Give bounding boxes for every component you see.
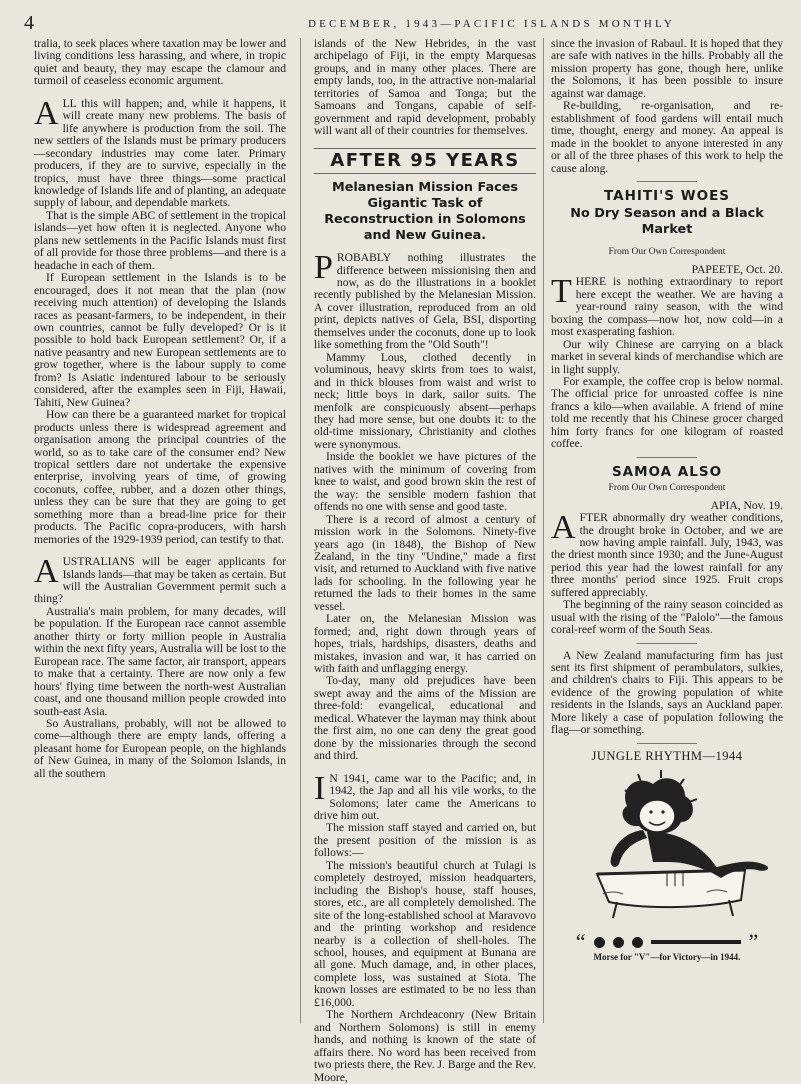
- paragraph: tralia, to seek places where taxation may be lower and living conditions less harassing, and where, in tropic quiet and beauty, they may escape the clamour and turmoil of ceaseless economic argument.: [34, 37, 286, 88]
- cartoon-title: JUNGLE RHYTHM—1944: [591, 748, 743, 763]
- cartoon-illustration: [557, 766, 777, 936]
- paragraph: since the invasion of Rabaul. It is hoped that they are safe with natives in the hills. Probably all the mission property has gone, though here, unlike the Solomons, it has been possible to insure against war damage.: [551, 37, 783, 100]
- paragraph: Re-building, re-organisation, and re-establishment of food gardens will entail much time, thought, energy and money. An appeal is made in the booklet to anyone interested in any or all of the three phases of this work to help the cause along.: [551, 99, 783, 175]
- article-headline: SAMOA ALSO: [611, 463, 723, 480]
- paragraph: Later on, the Melanesian Mission was formed; and, right down through years of hopes, trials, hardships, disasters, deaths and mistakes, invasion and war, it has carried on with faith and unflagging energy.: [314, 612, 536, 676]
- paragraph: The beginning of the rainy season coincided as usual with the rising of the "Palolo"—the famous coral-reef worm of the South Seas.: [551, 598, 783, 637]
- paragraph: AFTER abnormally dry weather conditions, the drought broke in October, and we are now having ample rainfall. July, 1943, was the driest month since 1930; and the June-August period this year had the lowest rainfall for any three months' period since 1925. Fruit crops suffered appreciably.: [551, 509, 783, 599]
- cartoon-arm: [611, 830, 647, 867]
- article-subheadline: No Dry Season and a Black Market: [570, 206, 764, 238]
- correspondent-line: From Our Own Correspondent: [608, 483, 726, 494]
- morse-dot: [594, 937, 605, 948]
- paragraph: Mammy Lous, clothed decently in voluminous, heavy skirts from toes to waist, and in thick blouses from waist and wrist to neck; little boys in dark, sailor suits. The menfolk are conspicuously absent—perhaps they had more sense, but one doubts it: to the old-time missionary, Christianity and clothes were synonymous.: [314, 350, 536, 451]
- paragraph: There is a record of almost a century of mission work in the Solomons. Ninety-five years ago (in 1848), the Bishop of New Zealand, in the tiny "Undine," made a first visit, and returned to Auckland with five native lads for schooling. In the following year he returned the lads to their homes in the same vessel.: [314, 512, 536, 613]
- section-divider: [637, 457, 697, 458]
- page-number: 4: [24, 12, 34, 34]
- paragraph: AUSTRALIANS will be eager applicants for Islands lands—that may be taken as certain. But will the Australian Government permit such a thing?: [34, 553, 287, 606]
- paragraph: To-day, many old prejudices have been swept away and the aims of the Mission are three-fold: evangelical, educational and medical. Whatever the layman may think about the first aim, no one can deny the great good done by the missionaries through the second and third.: [314, 674, 536, 763]
- morse-code-row: [551, 929, 783, 955]
- morse-dot: [613, 937, 624, 948]
- drop-cap: A: [551, 509, 576, 547]
- column-1: [34, 38, 286, 780]
- paragraph: For example, the coffee crop is below normal. The official price for unroasted coffee is nine francs a kilo—when available. A friend of mine told me recently that his Chinese grocer charged him forty francs for one kilogram of roasted coffee.: [551, 374, 783, 451]
- paragraph: ALL this will happen; and, while it happens, it will create many new problems. The basis of life anywhere is production from the soil. The new settlers of the Islands must be primary producers—secondary industries may come later. Primary producers, if they are to survive, especially in the tropics, must have three things—some practical knowledge of Islands life and of planting, an adequate supply of labour, and dependable markets.: [34, 94, 286, 210]
- paragraph: Australia's main problem, for many decades, will be population. If the European race cannot assemble another thirty or forty million people in Australia within the next fifty years, Australia will be lost to the European race. The same factor, air transport, appears to make that a certainty. There are now only a few hours' flying time between the north-west Australian coast, and one thousand million people crowded into south-east Asia.: [34, 604, 286, 718]
- paragraph: Inside the booklet we have pictures of the natives with the minimum of covering from knee to waist, and good brown skin the rest of the way: the sensible modern fashion that offends no one with sense and good taste.: [314, 450, 536, 514]
- dateline: PAPEETE, Oct. 20.: [691, 262, 783, 276]
- paragraph: That is the simple ABC of settlement in the tropical islands—yet how often it is neglected. Anyone who plans new settlements in the Pacific Islands must first of all provide for those three problems—and there is a headache in each of them.: [34, 208, 286, 272]
- open-quote: “: [575, 929, 586, 955]
- paragraph: PROBABLY nothing illustrates the difference between missionising then and now, as do the illustrations in a booklet recently published by the Melanesian Mission. A cover illustration, reproduced from an old print, depicts natives of Gela, BSI, disporting themselves under the coconuts, done up to look like something from the "Old South"!: [314, 249, 536, 352]
- article-subheadline: Melanesian Mission Faces Gigantic Task of Reconstruction in Solomons and New Guinea.: [324, 180, 526, 244]
- column-2: [314, 38, 536, 1084]
- cartoon-face: [639, 800, 675, 832]
- paragraph: The Northern Archdeaconry (New Britain and Northern Solomons) is still in enemy hands, and nothing is known of the state of affairs there. No word has been received from two priests there, the Rev. J. Barge and the Rev. Moore,: [314, 1008, 536, 1084]
- section-divider: [637, 743, 697, 744]
- cartoon-caption: Morse for "V"—for Victory—in 1944.: [593, 951, 741, 962]
- paragraph: islands of the New Hebrides, in the vast archipelago of Fiji, in the empty Marquesas groups, and in many other places. There are empty lands, too, in the attractive non-malarial territories of Samoa and Tonga; but the Samoans and Tongans, capable of self-government and rapid development, probably will want all of their countries for themselves.: [314, 37, 536, 138]
- paragraph: Our wily Chinese are carrying on a black market in several kinds of merchandise which are in light supply.: [551, 337, 783, 376]
- paragraph: The mission staff stayed and carried on, but the present position of the mission is as follows:—: [314, 821, 536, 860]
- paragraph: So Australians, probably, will not be allowed to come—although there are empty lands, offering a pleasant home for European people, on the highlands of New Guinea, in many of the Solomon Islands, in all the southern: [34, 717, 286, 780]
- drop-cap: T: [551, 273, 572, 311]
- dateline: APIA, Nov. 19.: [710, 498, 783, 512]
- running-head: DECEMBER, 1943—PACIFIC ISLANDS MONTHLY: [308, 18, 676, 30]
- paragraph: If European settlement in the Islands is to be encouraged, does it not mean that the plan (now receiving much attention) of developing the Islands races as peasant-farmers, to be independent, in their own countries, cannot be fully developed? Or is it possible to hold back European settlement? Or, if a native peasantry and new European settlements are to grow together, where is the labour supply to come from? Is Asiatic indentured labour to be seriously considered, after the examples seen in Fiji, Hawaii, Tahiti, New Guinea?: [34, 271, 286, 409]
- drop-cap: P: [314, 249, 333, 287]
- column-divider: [543, 38, 544, 1023]
- paragraph: THERE is nothing extraordinary to report here except the weather. We are having a year-round rainy season, with the wind boxing the compass—now hot, now cold—in a most exasperating fashion.: [551, 273, 783, 339]
- drop-cap: I: [314, 769, 326, 807]
- article-headline: AFTER 95 YEARS: [314, 148, 536, 174]
- morse-dash: [651, 940, 741, 944]
- correspondent-line: From Our Own Correspondent: [608, 247, 726, 258]
- paragraph: The mission's beautiful church at Tulagi is completely destroyed, mission headquarters, including the Bishop's house, staff houses, stores, etc., are all completely demolished. The site of the long-established school at Maravovo and the printing workshop and residence nearby is a collection of shell-holes. The school, houses, and equipment at Bunana are all gone. Much damage, and, in other places, complete loss, was sustained at Siota. The known losses are estimated to be no less than £16,000.: [314, 858, 536, 1009]
- column-divider: [300, 38, 301, 1023]
- close-quote: ”: [748, 929, 759, 955]
- column-3: [551, 38, 783, 963]
- paragraph: How can there be a guaranteed market for tropical products unless there is widespread agreement and organisation among the principal countries of the world, so as to take care of the consumer end? New tropical settlers dare not undertake the expensive enterprise, involving years of time, of growing coconuts, coffee, rubber, and a dozen other things, unless they can be sure that they are going to get something more than a bread-line price for their products. The Pacific copra-producers, with harsh memories of the 1929-1939 period, can testify to that.: [34, 408, 286, 546]
- paragraph: I N 1941, came war to the Pacific; and, in 1942, the Jap and all his vile works, to the Solomons; later came the Americans to drive him out.: [314, 769, 536, 823]
- section-divider: [637, 643, 697, 644]
- article-headline: TAHITI'S WOES: [603, 187, 731, 204]
- drop-cap: A: [34, 94, 59, 132]
- paragraph: A New Zealand manufacturing firm has just sent its first shipment of perambulators, sulkies, and children's chairs to Fiji. This appears to be evidence of the growing population of white residents in the Islands, says an Auckland paper. More likely a case of population following the flag—or something.: [551, 648, 783, 737]
- morse-dot: [632, 937, 643, 948]
- drop-cap: A: [34, 553, 59, 591]
- section-divider: [637, 181, 697, 182]
